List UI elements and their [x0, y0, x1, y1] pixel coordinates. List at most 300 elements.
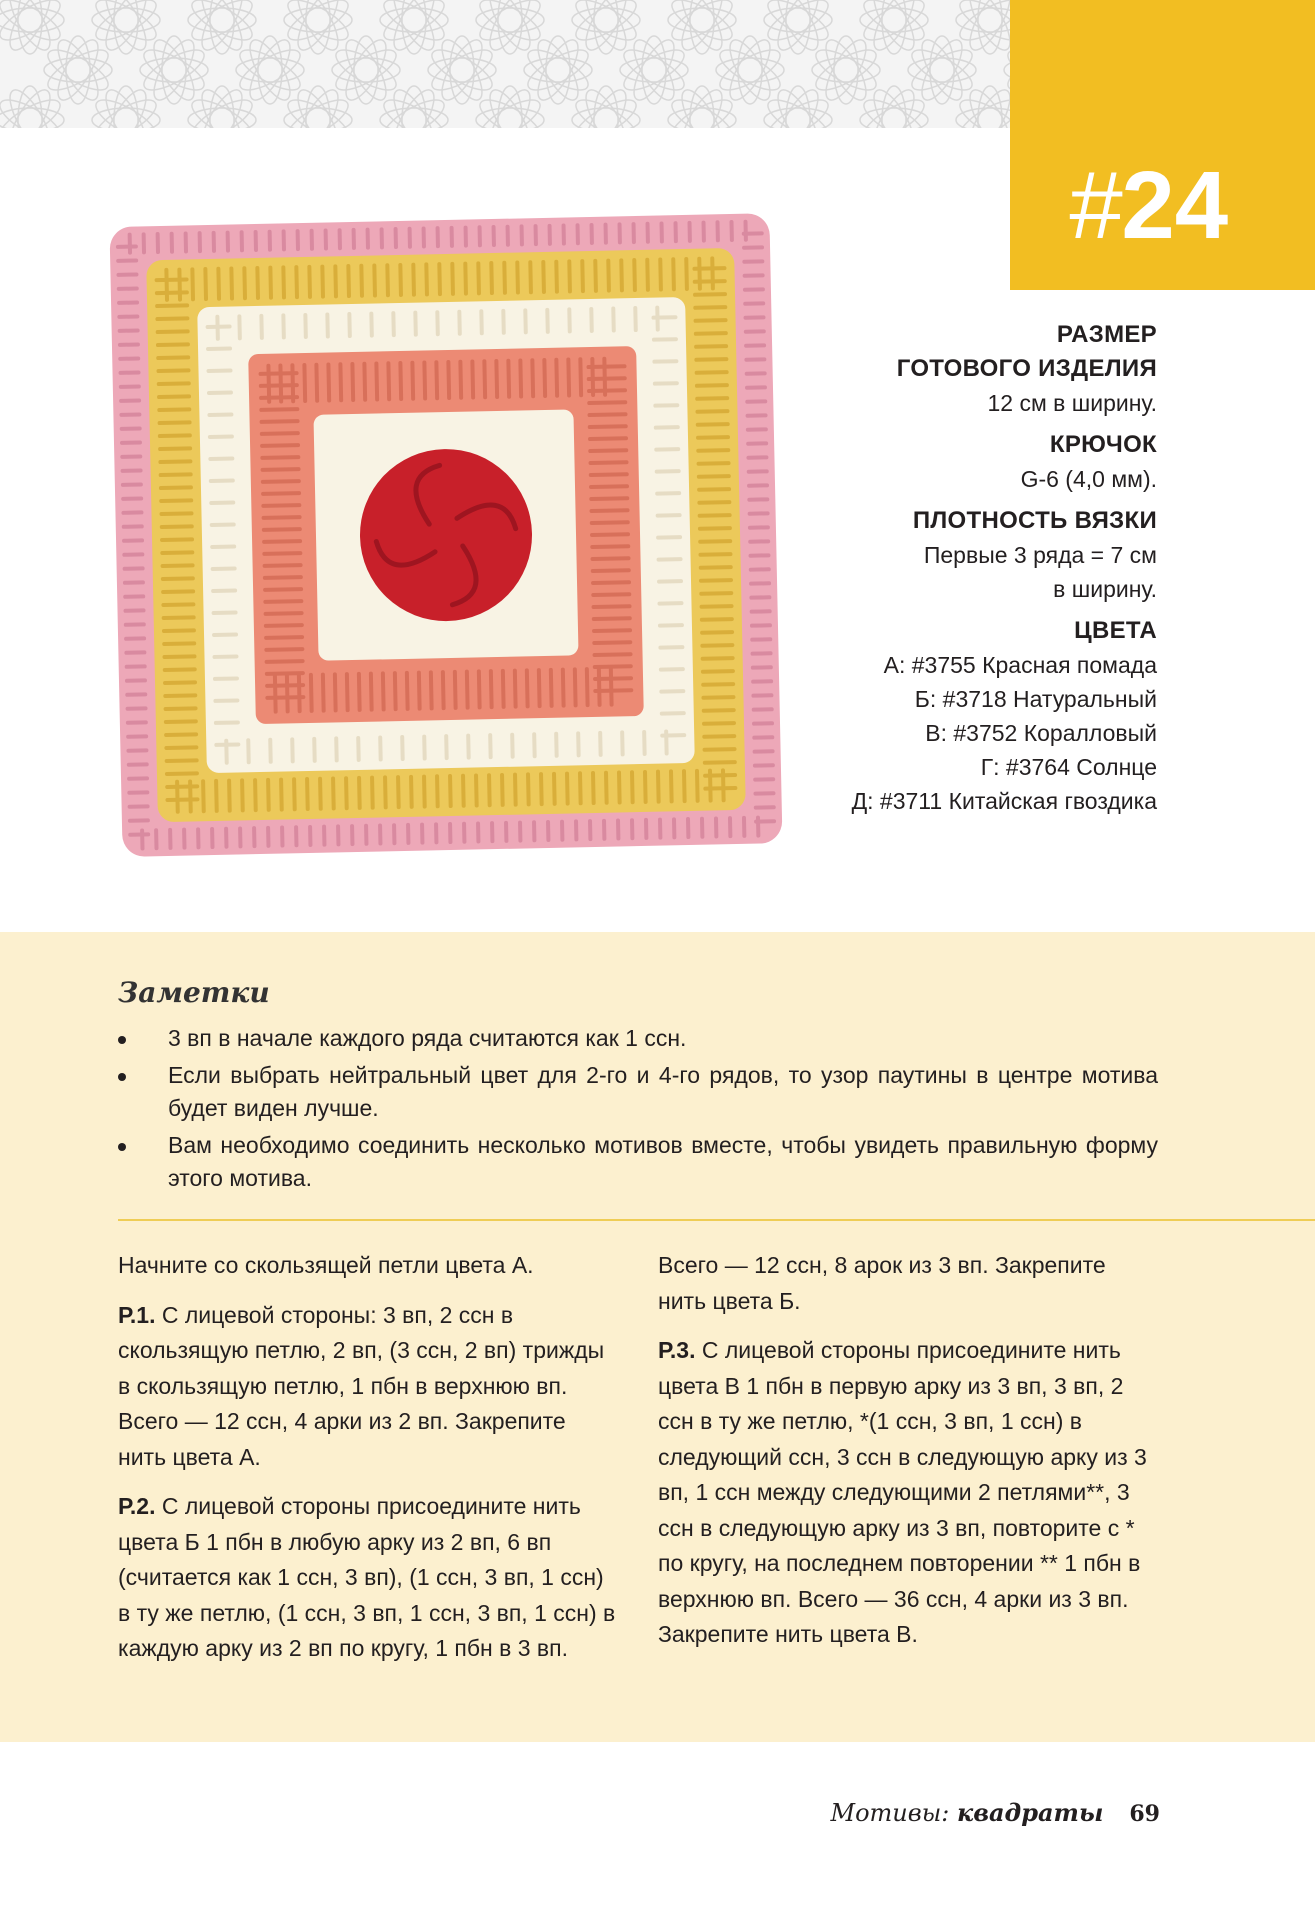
stitch-mark	[508, 361, 509, 397]
round-1-instruction	[118, 1298, 618, 1476]
stitch-mark	[517, 263, 518, 293]
stitch-mark	[467, 672, 468, 708]
stitch-mark	[608, 261, 609, 291]
stitch-mark	[158, 357, 188, 358]
stitch-mark	[539, 670, 540, 706]
stitch-mark	[163, 591, 193, 592]
stitch-mark	[262, 445, 298, 446]
stitch-mark	[244, 268, 245, 298]
stitch-mark	[660, 260, 661, 290]
stitch-mark	[569, 261, 570, 291]
stitch-mark	[479, 671, 480, 707]
stitch-mark	[371, 674, 372, 710]
pattern-number-tab	[1010, 0, 1315, 290]
color-item: А: #3755 Красная помада	[883, 652, 1157, 678]
stitch-mark	[491, 263, 492, 293]
pattern-number-digits: 24	[1121, 152, 1229, 259]
stitch-mark	[544, 360, 545, 396]
stitch-mark	[216, 781, 217, 811]
stitch-mark	[299, 675, 300, 711]
stitch-mark	[359, 778, 360, 808]
stitch-mark	[400, 363, 401, 399]
lace-petal	[860, 8, 928, 32]
note-text: Вам необходимо соединить несколько мотивов вместе, чтобы увидеть правильную форму этого мотива.	[168, 1132, 1158, 1191]
stitch-mark	[554, 774, 555, 804]
stitch-mark	[340, 364, 341, 400]
lace-petal	[332, 58, 400, 82]
stitch-mark	[165, 682, 195, 683]
stitch-mark	[551, 670, 552, 706]
stitch-mark	[167, 799, 197, 800]
lace-petal	[738, 36, 762, 104]
stitch-mark	[503, 671, 504, 707]
stitch-mark	[587, 669, 588, 705]
lace-petal	[763, 93, 834, 128]
stitch-mark	[395, 673, 396, 709]
stitch-mark	[263, 505, 299, 506]
gauge-heading: ПЛОТНОСТЬ ВЯЗКИ	[912, 507, 1157, 534]
bullet-icon	[118, 1073, 126, 1081]
stitch-mark	[296, 267, 297, 297]
stitch-mark	[158, 344, 188, 345]
stitch-mark	[491, 671, 492, 707]
color-item: Б: #3718 Натуральный	[914, 686, 1157, 712]
lace-petal	[620, 58, 688, 82]
stitch-mark	[166, 708, 196, 709]
stitch-mark	[165, 669, 195, 670]
color-item: Г: #3764 Солнце	[980, 754, 1157, 780]
stitch-mark	[264, 517, 300, 518]
lace-petal	[380, 8, 448, 32]
lace-petal	[66, 36, 90, 104]
lace-petal	[908, 58, 976, 82]
lace-petal	[188, 8, 256, 32]
stitch-mark	[265, 601, 301, 602]
lace-petal	[963, 85, 1010, 128]
stitch-mark	[484, 361, 485, 397]
stitch-mark	[543, 262, 544, 292]
stitch-mark	[157, 279, 187, 280]
stitch-mark	[268, 780, 269, 810]
stitch-mark	[361, 266, 362, 296]
round-3-instruction	[658, 1333, 1158, 1653]
lace-petal	[354, 36, 378, 104]
round-2-instruction	[118, 1489, 618, 1667]
stitch-mark	[164, 656, 194, 657]
stitch-mark	[205, 269, 206, 299]
lace-petal	[379, 93, 450, 128]
lace-petal	[930, 36, 954, 104]
stitch-mark	[192, 269, 193, 299]
stitch-mark	[335, 674, 336, 710]
stitch-mark	[387, 265, 388, 295]
stitch-mark	[264, 529, 300, 530]
stitch-mark	[388, 363, 389, 399]
pattern-number	[1068, 152, 1229, 259]
stitch-mark	[281, 780, 282, 810]
stitch-mark	[520, 360, 521, 396]
instructions-left-column	[118, 1248, 618, 1681]
stitch-mark	[385, 777, 386, 807]
stitch-mark	[582, 261, 583, 291]
stitch-mark	[439, 264, 440, 294]
stitch-mark	[179, 270, 180, 300]
stitch-mark	[267, 661, 303, 662]
colors-heading: ЦВЕТА	[1074, 617, 1157, 644]
stitch-mark	[166, 270, 167, 300]
gauge-value-line2: в ширину.	[1053, 576, 1157, 602]
stitch-mark	[267, 673, 303, 674]
pattern-specs	[597, 318, 1157, 818]
stitch-mark	[294, 779, 295, 809]
stitch-mark	[159, 383, 189, 384]
stitch-mark	[309, 267, 310, 297]
stitch-mark	[160, 448, 190, 449]
stitch-mark	[346, 778, 347, 808]
stitch-mark	[472, 361, 473, 397]
stitch-mark	[266, 649, 302, 650]
lace-petal	[524, 58, 592, 82]
stitch-mark	[320, 779, 321, 809]
stitch-mark	[352, 364, 353, 400]
lace-petal	[283, 93, 354, 128]
stitch-mark	[335, 266, 336, 296]
stitch-mark	[304, 365, 305, 401]
lace-petal	[859, 93, 930, 128]
stitch-mark	[166, 734, 196, 735]
lace-petal	[475, 93, 546, 128]
stitch-mark	[159, 396, 189, 397]
stitch-mark	[164, 617, 194, 618]
size-value: 12 см в ширину.	[987, 390, 1157, 416]
stitch-mark	[448, 362, 449, 398]
page-number: 69	[1129, 1801, 1160, 1827]
stitch-mark	[264, 553, 300, 554]
stitch-mark	[266, 625, 302, 626]
stitch-mark	[275, 676, 276, 712]
stitch-mark	[255, 780, 256, 810]
stitch-mark	[160, 461, 190, 462]
lace-petal	[763, 93, 834, 128]
stitch-mark	[476, 775, 477, 805]
stitch-mark	[699, 259, 700, 289]
stitch-mark	[261, 409, 297, 410]
stitch-mark	[262, 421, 298, 422]
stitch-mark	[261, 385, 297, 386]
stitch-mark	[166, 747, 196, 748]
stitch-mark	[527, 670, 528, 706]
round-1-text: С лицевой стороны: 3 вп, 2 ссн в скользящую петлю, 2 вп, (3 ссн, 2 вп) трижды в скользящую петлю, 1 пбн в верхнюю вп. Всего — 12 ссн, 4 арки из 2 вп. Закрепите нить цвета А.	[118, 1301, 605, 1470]
start-instruction: Начните со скользящей петли цвета А.	[118, 1252, 534, 1278]
round-1-label: Р.1.	[118, 1301, 156, 1328]
color-item: Д: #3711 Китайская гвоздика	[851, 788, 1157, 814]
round-3-label: Р.3.	[658, 1337, 696, 1363]
stitch-mark	[242, 780, 243, 810]
lace-petal	[284, 108, 352, 128]
lace-petal	[764, 8, 832, 32]
stitch-mark	[266, 613, 302, 614]
stitch-mark	[452, 264, 453, 294]
lace-petal	[379, 93, 450, 128]
pattern-number-hash: #	[1068, 152, 1122, 259]
lace-petal	[187, 93, 258, 128]
stitch-mark	[528, 774, 529, 804]
stitch-mark	[400, 265, 401, 295]
stitch-mark	[383, 673, 384, 709]
lace-petal	[236, 58, 304, 82]
stitch-mark	[160, 422, 190, 423]
lace-petal	[571, 93, 642, 128]
stitch-mark	[460, 362, 461, 398]
lace-petal	[667, 93, 738, 128]
round-3-text: С лицевой стороны присоедините нить цвета В 1 пбн в первую арку из 3 вп, 3 вп, 2 ссн в ту же петлю, *(1 ссн, 3 вп, 1 ссн) в следующий ссн, 3 ссн в следующую арку из 3 вп, 1 ссн между следующими 2 петлями**, 3 ссн в следующую арку из 3 вп, повторите с * по кругу, на последнем повторении ** 1 пбн в верхнюю вп. Всего — 36 ссн, 4 арки из 3 вп. Закрепите нить цвета В.	[658, 1337, 1147, 1647]
lace-ornament	[0, 0, 1010, 128]
stitch-mark	[412, 363, 413, 399]
stitch-mark	[161, 500, 191, 501]
color-item: В: #3752 Коралловый	[925, 720, 1157, 746]
gauge-value-line1: Первые 3 ряда = 7 см	[923, 542, 1157, 568]
lace-petal	[92, 108, 160, 128]
size-heading-line1: РАЗМЕР	[1056, 321, 1157, 348]
stitch-mark	[263, 469, 299, 470]
stitch-mark	[287, 675, 288, 711]
stitch-mark	[162, 552, 192, 553]
instructions-right-column	[658, 1248, 1158, 1667]
footer-subsection: квадраты	[956, 1798, 1104, 1827]
stitch-mark	[556, 262, 557, 292]
stitch-mark	[541, 774, 542, 804]
stitch-mark	[463, 776, 464, 806]
lace-petal	[44, 58, 112, 82]
stitch-mark	[161, 513, 191, 514]
lace-petal	[571, 93, 642, 128]
lace-petal	[258, 36, 282, 104]
stitch-mark	[257, 268, 258, 298]
round-2-total: Всего — 12 ссн, 8 арок из 3 вп. Закрепите нить цвета Б.	[658, 1252, 1106, 1314]
stitch-mark	[229, 781, 230, 811]
lace-petal	[91, 93, 162, 128]
stitch-mark	[333, 778, 334, 808]
footer-section: Мотивы:	[830, 1799, 957, 1827]
stitch-mark	[167, 760, 197, 761]
stitch-mark	[263, 481, 299, 482]
note-text: 3 вп в начале каждого ряда считаются как 1 ссн.	[168, 1025, 687, 1051]
stitch-mark	[231, 268, 232, 298]
stitch-mark	[556, 360, 557, 396]
stitch-mark	[266, 637, 302, 638]
lace-petal	[162, 36, 186, 104]
note-item	[118, 1022, 1158, 1055]
stitch-mark	[307, 779, 308, 809]
stitch-mark	[465, 264, 466, 294]
lace-petal	[764, 108, 832, 128]
bullet-icon	[118, 1143, 126, 1151]
stitch-mark	[364, 364, 365, 400]
stitch-mark	[450, 776, 451, 806]
stitch-mark	[695, 294, 725, 295]
stitch-mark	[262, 457, 298, 458]
stitch-mark	[165, 695, 195, 696]
stitch-mark	[621, 260, 622, 290]
stitch-mark	[634, 260, 635, 290]
stitch-mark	[580, 773, 581, 803]
lace-petal	[187, 93, 258, 128]
stitch-mark	[166, 721, 196, 722]
page-footer	[831, 1798, 1160, 1827]
stitch-mark	[267, 685, 303, 686]
stitch-mark	[265, 589, 301, 590]
stitch-mark	[567, 774, 568, 804]
stitch-mark	[419, 673, 420, 709]
stitch-mark	[162, 526, 192, 527]
lace-petal	[283, 93, 354, 128]
stitch-mark	[530, 262, 531, 292]
round-2-text: С лицевой стороны присоедините нить цвета Б 1 пбн в любую арку из 2 вп, 6 вп (считается как 1 ссн, 3 вп), (1 ссн, 3 вп, 1 ссн) в ту же петлю, (1 ссн, 3 вп, 1 ссн, 3 вп, 1 ссн) в каждую арку из 2 вп по кругу, 1 пбн в 3 вп.	[118, 1493, 616, 1661]
lace-petal	[716, 58, 784, 82]
stitch-mark	[595, 261, 596, 291]
lace-petal	[428, 58, 496, 82]
stitch-mark	[593, 773, 594, 803]
lace-petal	[834, 36, 858, 104]
stitch-mark	[163, 604, 193, 605]
lace-petal	[812, 58, 880, 82]
lace-petal	[546, 36, 570, 104]
stitch-mark	[270, 268, 271, 298]
stitch-mark	[436, 362, 437, 398]
stitch-mark	[372, 778, 373, 808]
stitch-mark	[283, 267, 284, 297]
stitch-mark	[515, 671, 516, 707]
stitch-mark	[686, 259, 687, 289]
stitch-mark	[161, 487, 191, 488]
stitch-mark	[673, 259, 674, 289]
stitch-mark	[407, 673, 408, 709]
stitch-mark	[158, 331, 188, 332]
stitch-mark	[311, 675, 312, 711]
stitch-mark	[478, 263, 479, 293]
stitch-mark	[398, 777, 399, 807]
stitch-mark	[647, 260, 648, 290]
stitch-mark	[265, 565, 301, 566]
stitch-mark	[496, 361, 497, 397]
bullet-icon	[118, 1036, 126, 1044]
notes-list	[118, 1022, 1158, 1199]
note-text: Если выбрать нейтральный цвет для 2-го и 4-го рядов, то узор паутины в центре мотива будет виден лучше.	[168, 1062, 1158, 1121]
stitch-mark	[532, 360, 533, 396]
stitch-mark	[695, 281, 725, 282]
size-heading-line2: ГОТОВОГО ИЗДЕЛИЯ	[896, 355, 1157, 382]
stitch-mark	[159, 409, 189, 410]
lace-petal	[475, 93, 546, 128]
lace-petal	[284, 8, 352, 32]
stitch-mark	[694, 268, 724, 269]
lace-petal	[572, 8, 640, 32]
note-item	[118, 1059, 1158, 1125]
stitch-mark	[376, 363, 377, 399]
stitch-mark	[489, 775, 490, 805]
stitch-mark	[328, 364, 329, 400]
lace-petal	[91, 93, 162, 128]
stitch-mark	[203, 781, 204, 811]
notes-title: Заметки	[118, 976, 270, 1009]
lace-petal	[860, 108, 928, 128]
stitch-mark	[163, 565, 193, 566]
lace-petal	[476, 108, 544, 128]
lace-petal	[140, 58, 208, 82]
stitch-mark	[163, 578, 193, 579]
stitch-mark	[218, 269, 219, 299]
lace-petal	[859, 93, 930, 128]
stitch-mark	[265, 577, 301, 578]
stitch-mark	[712, 258, 713, 288]
lace-petal	[92, 8, 160, 32]
stitch-mark	[455, 672, 456, 708]
round-2-label: Р.2.	[118, 1493, 156, 1519]
hook-value: G-6 (4,0 мм).	[1020, 466, 1157, 492]
stitch-mark	[431, 672, 432, 708]
lace-petal	[667, 93, 738, 128]
stitch-mark	[437, 776, 438, 806]
stitch-mark	[348, 266, 349, 296]
lace-petal	[572, 108, 640, 128]
stitch-mark	[316, 365, 317, 401]
stitch-mark	[157, 305, 187, 306]
stitch-mark	[502, 775, 503, 805]
stitch-mark	[443, 672, 444, 708]
stitch-mark	[374, 266, 375, 296]
stitch-mark	[264, 541, 300, 542]
note-item	[118, 1129, 1158, 1195]
stitch-mark	[322, 267, 323, 297]
lace-petal	[450, 36, 474, 104]
stitch-mark	[563, 670, 564, 706]
stitch-mark	[267, 697, 303, 698]
decorative-header-band	[0, 0, 1010, 128]
stitch-mark	[167, 773, 197, 774]
stitch-mark	[164, 643, 194, 644]
stitch-mark	[424, 362, 425, 398]
stitch-mark	[161, 474, 191, 475]
stitch-mark	[426, 264, 427, 294]
stitch-mark	[515, 775, 516, 805]
stitch-mark	[167, 786, 197, 787]
stitch-mark	[413, 265, 414, 295]
stitch-mark	[263, 493, 299, 494]
stitch-mark	[262, 433, 298, 434]
stitch-mark	[162, 539, 192, 540]
stitch-mark	[695, 307, 725, 308]
stitch-mark	[568, 359, 569, 395]
lace-petal	[476, 8, 544, 32]
stitch-mark	[323, 675, 324, 711]
stitch-mark	[159, 370, 189, 371]
stitch-mark	[575, 669, 576, 705]
stitch-mark	[261, 397, 297, 398]
stitch-mark	[504, 263, 505, 293]
lace-petal	[188, 108, 256, 128]
lace-petal	[642, 36, 666, 104]
stitch-mark	[580, 359, 581, 395]
stitch-mark	[160, 435, 190, 436]
stitch-mark	[424, 777, 425, 807]
stitch-mark	[261, 373, 297, 374]
stitch-mark	[359, 674, 360, 710]
stitch-mark	[164, 630, 194, 631]
lace-petal	[668, 8, 736, 32]
stitch-mark	[157, 318, 187, 319]
divider-rule	[118, 1219, 1315, 1221]
hook-heading: КРЮЧОК	[1049, 431, 1157, 458]
